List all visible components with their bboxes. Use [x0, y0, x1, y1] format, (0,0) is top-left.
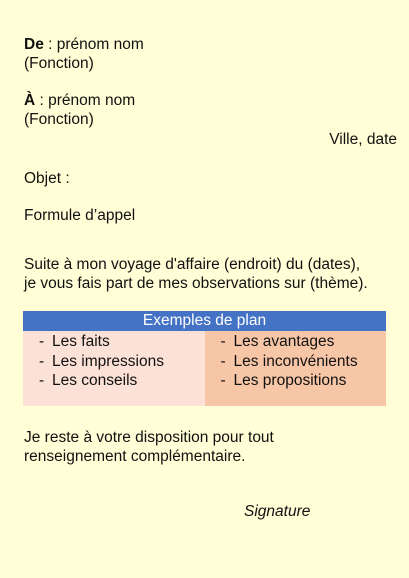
- list-item-label: Les faits: [52, 333, 110, 350]
- signature: Signature: [244, 503, 311, 520]
- list-item: [221, 332, 387, 352]
- body-line-1: Suite à mon voyage d'affaire (endroit) du (dates),: [24, 256, 361, 273]
- recipient-line: [24, 91, 135, 110]
- plan-column-right: [205, 331, 387, 406]
- sender-label: De: [24, 36, 44, 53]
- bullet-dash: -: [39, 372, 45, 389]
- sender-name: : prénom nom: [43, 36, 144, 53]
- bullet-dash: -: [39, 333, 45, 350]
- plan-column-left: [23, 331, 205, 406]
- bullet-dash: -: [220, 333, 226, 350]
- closing-line-2: renseignement complémentaire.: [24, 448, 246, 465]
- sender-line: [24, 35, 144, 54]
- list-item-label: Les avantages: [233, 333, 335, 350]
- recipient-label: À: [24, 92, 36, 109]
- bullet-dash: -: [220, 352, 226, 370]
- plan-table-body: [23, 331, 386, 406]
- recipient-role: (Fonction): [24, 111, 94, 128]
- list-item-label: Les impressions: [52, 352, 164, 370]
- recipient-name: : prénom nom: [35, 92, 136, 109]
- list-item: [39, 352, 205, 372]
- list-item-label: Les inconvénients: [233, 352, 358, 370]
- plan-table-header: Exemples de plan: [23, 311, 386, 331]
- bullet-dash: -: [39, 352, 45, 370]
- bullet-dash: -: [220, 372, 226, 389]
- list-item-label: Les propositions: [233, 372, 347, 389]
- list-item: [221, 371, 387, 391]
- list-item: [39, 371, 205, 391]
- list-item: [221, 352, 387, 372]
- subject-line: Objet :: [24, 170, 70, 187]
- place-date: Ville, date: [329, 131, 397, 148]
- list-item-label: Les conseils: [52, 372, 138, 389]
- greeting-line: Formule d’appel: [24, 207, 136, 224]
- list-item: [39, 332, 205, 352]
- body-line-2: je vous fais part de mes observations sur (thème).: [24, 275, 368, 292]
- plan-examples-table: [23, 311, 386, 406]
- sender-role: (Fonction): [24, 55, 94, 72]
- closing-line-1: Je reste à votre disposition pour tout: [24, 429, 274, 446]
